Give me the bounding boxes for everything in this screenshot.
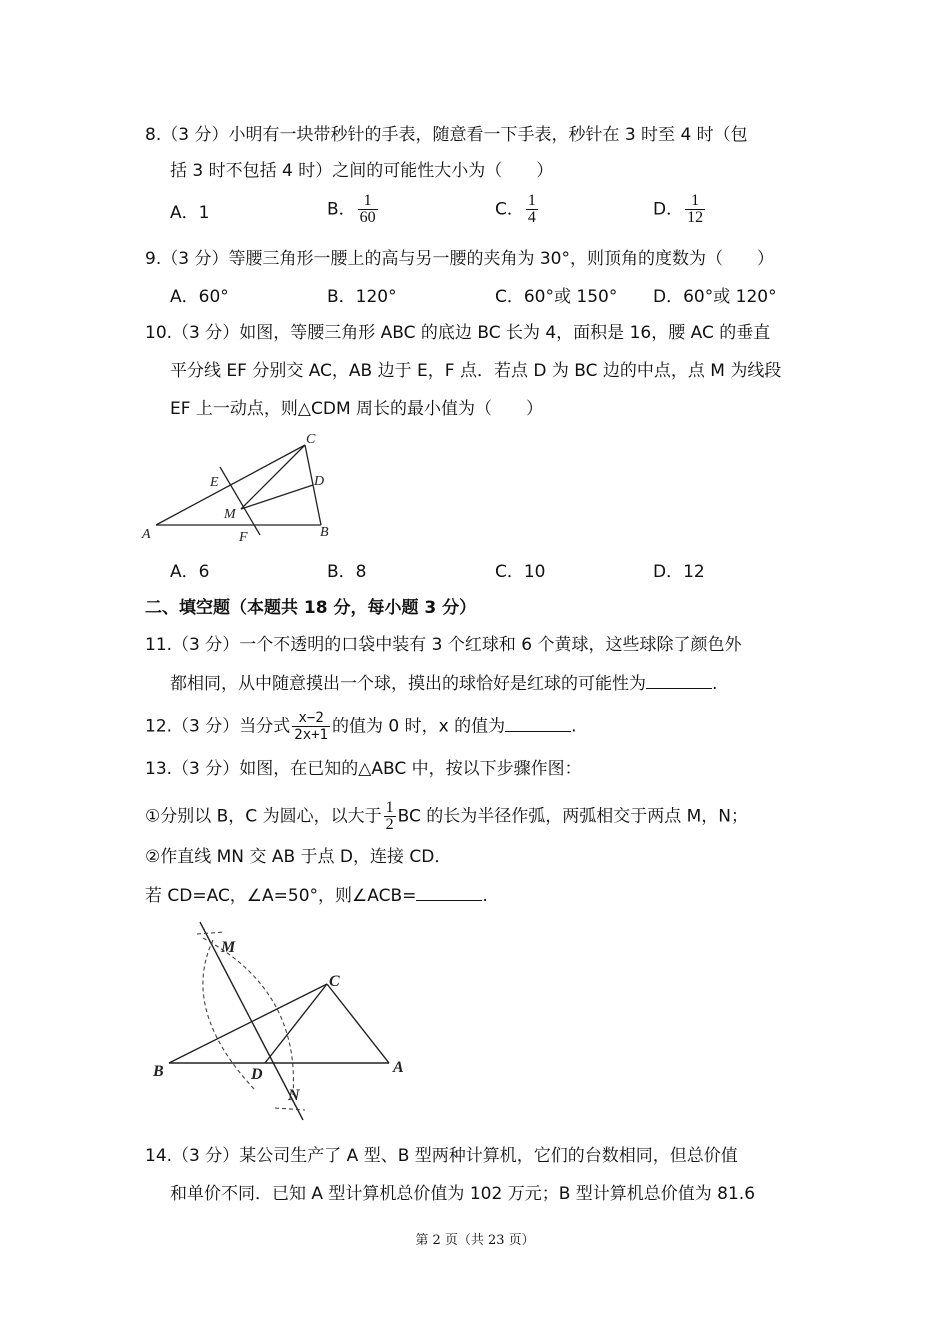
q11-line-2	[170, 672, 717, 695]
label-a: A	[142, 527, 151, 542]
label-m: M	[224, 507, 236, 522]
label-m: M	[221, 939, 236, 956]
q12-line	[145, 710, 576, 743]
q8-option-b	[327, 193, 380, 226]
q11-text: 都相同，从中随意摸出一个球，摸出的球恰好是红球的可能性为	[170, 674, 646, 694]
q8-line-2: 括 3 时不包括 4 时）之间的可能性大小为（ ）	[170, 161, 554, 181]
label-e: E	[210, 475, 219, 490]
q13-step-2: ②作直线 MN 交 AB 于点 D，连接 CD．	[145, 847, 452, 867]
q10-line-2: 平分线 EF 分别交 AC，AB 边于 E，F 点．若点 D 为 BC 边的中点，点 M 为线段	[170, 361, 782, 381]
q10-option-c: C．10	[495, 562, 546, 582]
fraction: $\frac{1}{4}$	[527, 192, 536, 226]
option-label: C．	[495, 199, 524, 220]
segment-dc	[265, 984, 327, 1063]
label-d: D	[314, 474, 325, 489]
q8-option-a: A．1	[170, 203, 210, 223]
q12-prefix: 12.（3 分）当分式	[145, 716, 291, 737]
q9-option-d: D．60°或 120°	[653, 287, 777, 307]
label-c: C	[306, 432, 316, 447]
q12-suffix: 的值为 0 时，x 的值为	[331, 716, 506, 737]
label-d: D	[251, 1066, 263, 1083]
arc-n-tick	[275, 1108, 305, 1110]
label-f: F	[239, 530, 248, 545]
fraction: $\frac{x-2}{2x+1}$	[294, 710, 328, 743]
label-c: C	[329, 973, 340, 990]
q13-construction-figure	[145, 920, 415, 1125]
q9-option-b: B．120°	[327, 287, 397, 307]
step1-prefix: ①分别以 B，C 为圆心，以大于	[145, 806, 382, 827]
q8-line-1: 8.（3 分）小明有一块带秒针的手表，随意看一下手表，秒针在 3 时至 4 时（包	[145, 125, 748, 145]
fraction: $\frac{1}{2}$	[385, 799, 394, 833]
label-b: B	[320, 525, 329, 540]
q14-line-1: 14.（3 分）某公司生产了 A 型、B 型两种计算机，它们的台数相同，但总价值	[145, 1146, 738, 1166]
q9-line-1: 9.（3 分）等腰三角形一腰上的高与另一腰的夹角为 30°，则顶角的度数为（ ）	[145, 249, 774, 269]
q13-line-1: 13.（3 分）如图，在已知的△ABC 中，按以下步骤作图：	[145, 759, 582, 779]
q11-end: .	[712, 674, 718, 694]
arc-from-b	[203, 938, 293, 1095]
fraction: $\frac{1}{60}$	[359, 192, 376, 226]
segment-md	[241, 485, 313, 509]
label-b: B	[153, 1063, 164, 1080]
segment-bc	[169, 984, 327, 1063]
section-2-title: 二、填空题（本题共 18 分，每小题 3 分）	[145, 598, 477, 618]
answer-blank[interactable]	[416, 884, 482, 901]
q10-line-1: 10.（3 分）如图，等腰三角形 ABC 的底边 BC 长为 4，面积是 16，腰 AC 的垂直	[145, 323, 771, 343]
option-label: D．	[653, 199, 684, 220]
q13-end: .	[482, 886, 488, 906]
q10-option-a: A．6	[170, 562, 210, 582]
q10-option-d: D．12	[653, 562, 705, 582]
option-label: B．	[327, 199, 356, 220]
q10-option-b: B．8	[327, 562, 367, 582]
arc-m-tick	[197, 932, 225, 934]
label-a: A	[393, 1059, 404, 1076]
segment-ca	[327, 984, 389, 1063]
q13-step-1	[145, 800, 748, 833]
q12-end: .	[571, 716, 577, 737]
answer-blank[interactable]	[646, 672, 712, 689]
arc-from-c	[203, 940, 255, 1090]
step1-suffix: BC 的长为半径作弧，两弧相交于两点 M，N；	[397, 806, 749, 827]
fraction: $\frac{1}{12}$	[687, 192, 704, 226]
q11-line-1: 11.（3 分）一个不透明的口袋中装有 3 个红球和 6 个黄球，这些球除了颜色外	[145, 635, 742, 655]
segment-mc	[241, 445, 305, 509]
q13-cond-text: 若 CD=AC，∠A=50°，则∠ACB=	[145, 886, 417, 906]
q9-option-c: C．60°或 150°	[495, 287, 618, 307]
q8-option-d	[653, 193, 707, 226]
q9-option-a: A．60°	[170, 287, 229, 307]
label-n: N	[288, 1087, 300, 1104]
q14-line-2: 和单价不同．已知 A 型计算机总价值为 102 万元；B 型计算机总价值为 81.6	[170, 1184, 756, 1204]
answer-blank[interactable]	[505, 715, 571, 732]
q13-condition	[145, 884, 488, 907]
page-footer: 第 2 页（共 23 页）	[415, 1233, 535, 1248]
q10-triangle-figure	[138, 425, 338, 545]
q8-option-c	[495, 193, 540, 226]
q10-line-3: EF 上一动点，则△CDM 周长的最小值为（ ）	[170, 399, 544, 419]
